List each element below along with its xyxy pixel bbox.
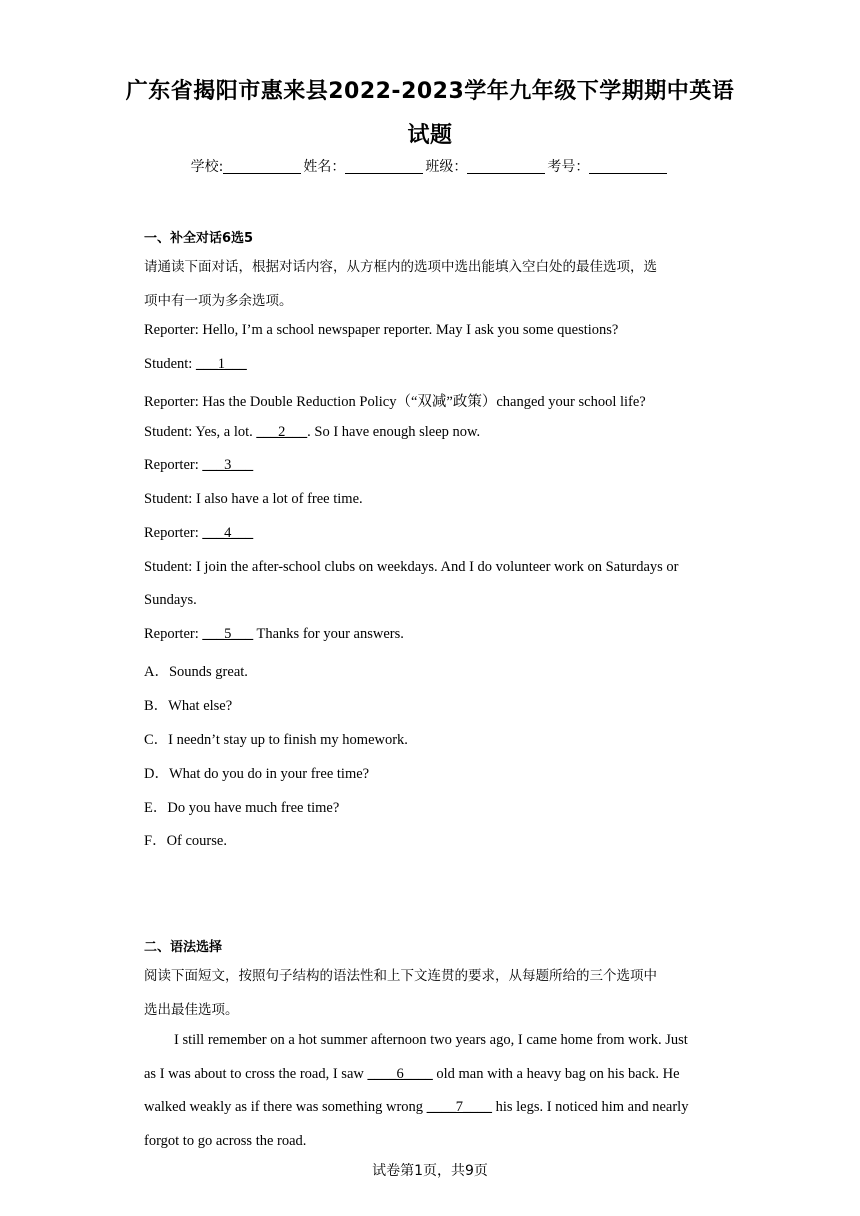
option-b[interactable]: B．What else? xyxy=(144,698,233,714)
class-label: 班级： xyxy=(425,159,468,175)
passage-line: walked weakly as if there was something wrong ____7____ his legs. I noticed him and nearly xyxy=(144,1099,689,1115)
section2-instruction-1: 阅读下面短文，按照句子结构的语法性和上下文连贯的要求，从每题所给的三个选项中 xyxy=(144,968,657,984)
dialogue-line: Sundays. xyxy=(144,592,197,608)
dialogue-line: Reporter: Has the Double Reduction Policy（“双减”政策）changed your school life? xyxy=(144,394,646,410)
exam-title-line1: 广东省揭阳市惠来县2022-2023学年九年级下学期期中英语 xyxy=(125,79,735,104)
blank-1[interactable]: ___1___ xyxy=(195,356,247,372)
blank-5[interactable]: ___5___ xyxy=(202,626,254,642)
blank-3[interactable]: ___3___ xyxy=(202,457,254,473)
page-footer: 试卷第1页，共9页 xyxy=(372,1163,488,1179)
name-label: 姓名： xyxy=(303,159,346,175)
passage-line: as I was about to cross the road, I saw ____6____ old man with a heavy bag on his back. He xyxy=(144,1066,680,1082)
option-d[interactable]: D．What do you do in your free time? xyxy=(144,766,370,782)
passage-line: forgot to go across the road. xyxy=(144,1133,307,1149)
section2-instruction-2: 选出最佳选项。 xyxy=(144,1002,239,1018)
passage-line: I still remember on a hot summer afternoon two years ago, I came home from work. Just xyxy=(174,1032,688,1048)
section1-instruction-1: 请通读下面对话，根据对话内容，从方框内的选项中选出能填入空白处的最佳选项，选 xyxy=(144,259,657,275)
dialogue-line: Reporter: ___3___ xyxy=(144,457,254,473)
option-c[interactable]: C．I needn’t stay up to finish my homework. xyxy=(144,732,408,748)
school-blank[interactable] xyxy=(223,159,301,174)
student-info-row xyxy=(0,156,860,176)
dialogue-line: Student: Yes, a lot. ___2___. So I have enough sleep now. xyxy=(144,424,481,440)
dialogue-line: Student: I also have a lot of free time. xyxy=(144,491,363,507)
name-blank[interactable] xyxy=(345,159,423,174)
blank-4[interactable]: ___4___ xyxy=(202,525,254,541)
dialogue-line: Reporter: ___4___ xyxy=(144,525,254,541)
exam-no-label: 考号： xyxy=(547,159,590,175)
section1-instruction-2: 项中有一项为多余选项。 xyxy=(144,293,293,309)
option-e[interactable]: E．Do you have much free time? xyxy=(144,800,340,816)
blank-6[interactable]: ____6____ xyxy=(367,1066,433,1082)
option-f[interactable]: F．Of course. xyxy=(144,833,227,849)
blank-2[interactable]: ___2___ xyxy=(256,424,308,440)
blank-7[interactable]: ____7____ xyxy=(426,1099,492,1115)
dialogue-line: Reporter: ___5___ Thanks for your answers. xyxy=(144,626,404,642)
dialogue-line: Student: I join the after-school clubs on weekdays. And I do volunteer work on Saturdays or xyxy=(144,559,679,575)
exam-title-line2: 试题 xyxy=(407,123,453,148)
dialogue-line: Student: ___1___ xyxy=(144,356,247,372)
section1-heading: 一、补全对话6选5 xyxy=(144,231,254,246)
school-label: 学校: xyxy=(190,159,224,175)
dialogue-line: Reporter: Hello, I’m a school newspaper reporter. May I ask you some questions? xyxy=(144,322,619,338)
exam-no-blank[interactable] xyxy=(589,159,667,174)
class-blank[interactable] xyxy=(467,159,545,174)
option-a[interactable]: A．Sounds great. xyxy=(144,664,248,680)
section2-heading: 二、语法选择 xyxy=(144,940,223,955)
